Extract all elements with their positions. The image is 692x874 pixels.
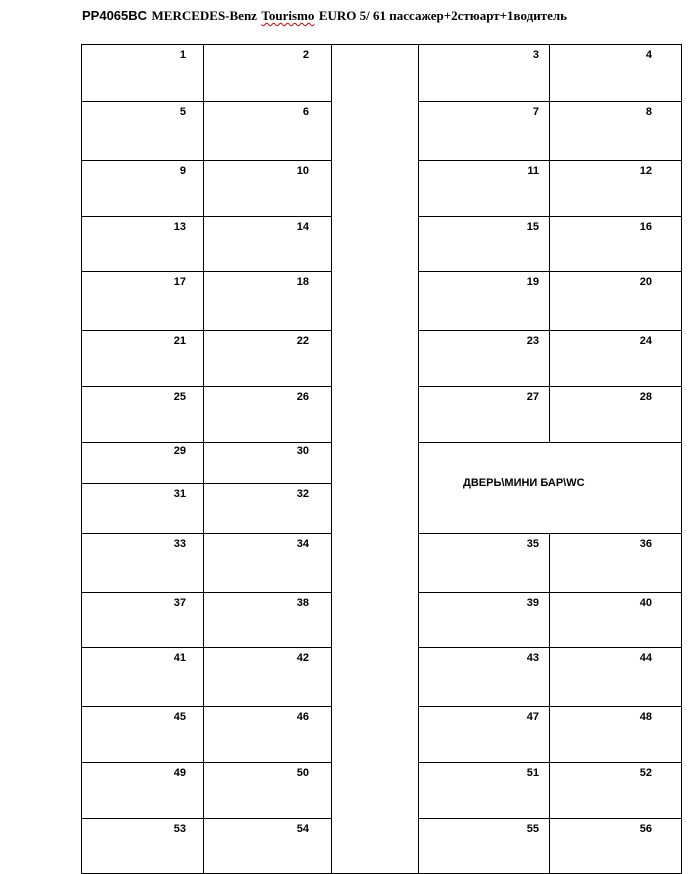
seat-50: 50: [296, 767, 309, 779]
seat-54: 54: [296, 823, 309, 835]
seat-3: 3: [532, 49, 539, 61]
row-line-right: [418, 818, 682, 819]
row-line-left: [81, 592, 332, 593]
seat-45: 45: [173, 711, 186, 723]
title-brand: MERCEDES-Benz: [151, 8, 257, 23]
seat-33: 33: [173, 538, 186, 550]
right-block-divider-lower: [549, 533, 550, 874]
seat-16: 16: [639, 221, 652, 233]
seat-42: 42: [296, 652, 309, 664]
seat-37: 37: [173, 597, 186, 609]
seat-9: 9: [179, 165, 186, 177]
right-block-divider-upper: [549, 44, 550, 443]
row-line-right: [418, 216, 682, 217]
seat-38: 38: [296, 597, 309, 609]
row-line-right: [418, 386, 682, 387]
row-line-left: [81, 647, 332, 648]
seat-24: 24: [639, 335, 652, 347]
seat-28: 28: [639, 391, 652, 403]
seat-40: 40: [639, 597, 652, 609]
seat-7: 7: [532, 106, 539, 118]
seat-6: 6: [302, 106, 309, 118]
seat-4: 4: [645, 49, 652, 61]
row-line-right: [418, 533, 682, 534]
row-line-right: [418, 706, 682, 707]
seat-51: 51: [526, 767, 539, 779]
row-line-left: [81, 330, 332, 331]
row-line-left: [81, 216, 332, 217]
seat-22: 22: [296, 335, 309, 347]
seat-26: 26: [296, 391, 309, 403]
seat-35: 35: [526, 538, 539, 550]
row-line-left: [81, 101, 332, 102]
seat-55: 55: [526, 823, 539, 835]
row-line-left: [81, 818, 332, 819]
seat-39: 39: [526, 597, 539, 609]
seat-32: 32: [296, 488, 309, 500]
table-border-left: [81, 44, 82, 874]
seat-2: 2: [302, 49, 309, 61]
seat-20: 20: [639, 276, 652, 288]
seat-15: 15: [526, 221, 539, 233]
seat-11: 11: [527, 165, 539, 177]
seat-13: 13: [173, 221, 186, 233]
title-rest: EURO 5/ 61 пассажер+2стюарт+1водитель: [318, 8, 568, 23]
row-line-right: [418, 647, 682, 648]
seat-8: 8: [645, 106, 652, 118]
seat-46: 46: [296, 711, 309, 723]
row-line-left: [81, 160, 332, 161]
door-minibar-wc-label: ДВЕРЬ\МИНИ БАР\WC: [463, 477, 585, 489]
seat-43: 43: [526, 652, 539, 664]
seat-25: 25: [173, 391, 186, 403]
seat-29: 29: [173, 445, 186, 457]
seat-47: 47: [526, 711, 539, 723]
table-border-top: [81, 44, 682, 45]
seat-12: 12: [639, 165, 652, 177]
seat-1: 1: [179, 49, 186, 61]
seat-23: 23: [526, 335, 539, 347]
seat-44: 44: [639, 652, 652, 664]
row-line-right: [418, 762, 682, 763]
left-block-divider: [203, 44, 204, 874]
table-border-right: [681, 44, 682, 874]
row-line-right: [418, 160, 682, 161]
row-line-right: [418, 330, 682, 331]
seat-5: 5: [179, 106, 186, 118]
row-line-left: [81, 442, 332, 443]
seat-10: 10: [296, 165, 309, 177]
seat-21: 21: [173, 335, 186, 347]
title-model: Tourismo: [261, 8, 315, 23]
seat-52: 52: [639, 767, 652, 779]
row-line-left: [81, 762, 332, 763]
seat-19: 19: [526, 276, 539, 288]
seat-31: 31: [173, 488, 186, 500]
seat-30: 30: [296, 445, 309, 457]
row-line-left: [81, 483, 332, 484]
aisle-left-edge: [331, 44, 332, 874]
row-line-left: [81, 386, 332, 387]
row-line-left: [81, 706, 332, 707]
seat-48: 48: [639, 711, 652, 723]
title-code: PP4065BC: [82, 8, 148, 23]
aisle-right-edge: [418, 44, 419, 874]
seat-41: 41: [173, 652, 186, 664]
row-line-right: [418, 271, 682, 272]
row-line-left: [81, 271, 332, 272]
seat-14: 14: [296, 221, 309, 233]
row-line-right: [418, 592, 682, 593]
seat-17: 17: [173, 276, 186, 288]
row-line-right: [418, 101, 682, 102]
seat-53: 53: [173, 823, 186, 835]
seat-49: 49: [173, 767, 186, 779]
seat-18: 18: [296, 276, 309, 288]
row-line-right: [418, 442, 682, 443]
seat-36: 36: [639, 538, 652, 550]
seat-27: 27: [526, 391, 539, 403]
row-line-left: [81, 533, 332, 534]
seat-56: 56: [639, 823, 652, 835]
seat-34: 34: [296, 538, 309, 550]
